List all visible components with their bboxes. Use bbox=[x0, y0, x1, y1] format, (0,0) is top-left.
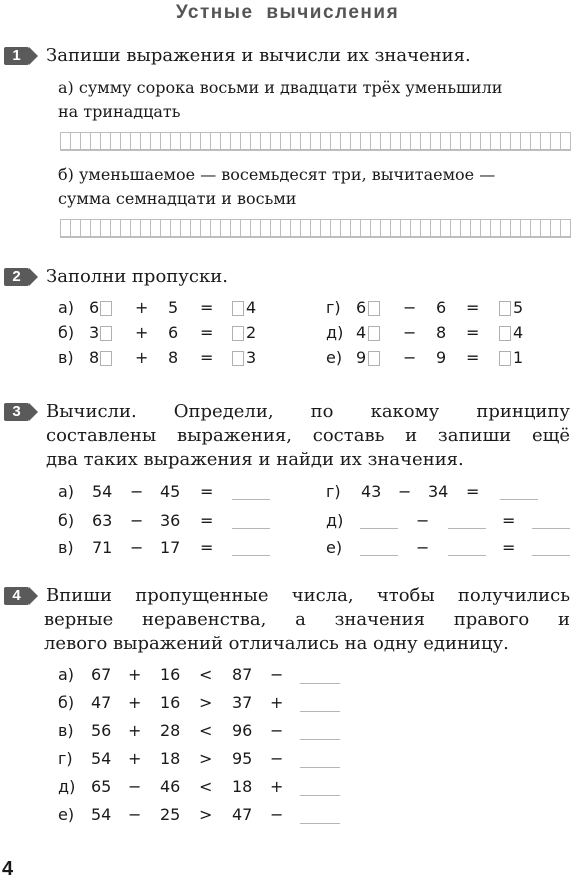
equals: = bbox=[200, 298, 214, 317]
answer-blank[interactable] bbox=[448, 528, 486, 529]
operator: + bbox=[135, 348, 149, 367]
arrow-icon bbox=[29, 403, 38, 421]
operator: − bbox=[270, 749, 284, 768]
relation-sign: < bbox=[199, 721, 213, 740]
task-number: 4 bbox=[4, 587, 29, 605]
answer-blank[interactable] bbox=[300, 795, 340, 796]
number: 45 bbox=[160, 482, 181, 501]
digit: 4 bbox=[356, 323, 367, 342]
operator: − bbox=[270, 665, 284, 684]
row-label: б) bbox=[58, 511, 75, 530]
number: 95 bbox=[232, 749, 253, 768]
task-3-row-g bbox=[0, 480, 575, 504]
number: 36 bbox=[160, 511, 181, 530]
digit: 9 bbox=[356, 348, 367, 367]
number: 18 bbox=[160, 749, 181, 768]
answer-blank[interactable] bbox=[500, 499, 538, 500]
operator: + bbox=[128, 665, 142, 684]
task-2-row-e bbox=[0, 346, 575, 370]
row-label: а) bbox=[58, 482, 75, 501]
digit: 3 bbox=[89, 323, 100, 342]
equals: = bbox=[466, 298, 480, 317]
number: 18 bbox=[232, 777, 253, 796]
page-title: Устные вычисления bbox=[175, 2, 400, 23]
number: 8 bbox=[168, 348, 179, 367]
blank-digit-box[interactable] bbox=[368, 351, 380, 366]
part-label: а) bbox=[58, 78, 74, 97]
answer-blank[interactable] bbox=[300, 823, 340, 824]
equals: = bbox=[200, 323, 214, 342]
task-4-row-d bbox=[0, 775, 575, 799]
number: 5 bbox=[168, 298, 179, 317]
task-2-number-badge bbox=[4, 268, 40, 286]
operator: − bbox=[403, 348, 417, 367]
task-3-row-e bbox=[0, 536, 575, 560]
blank-digit-box[interactable] bbox=[368, 326, 380, 341]
answer-blank[interactable] bbox=[300, 767, 340, 768]
number: 6 bbox=[436, 298, 447, 317]
operator: − bbox=[130, 482, 144, 501]
relation-sign: > bbox=[199, 805, 213, 824]
task-2-row-g bbox=[0, 296, 575, 320]
answer-blank[interactable] bbox=[300, 683, 340, 684]
operator: + bbox=[135, 323, 149, 342]
answer-blank[interactable] bbox=[300, 711, 340, 712]
equals: = bbox=[466, 323, 480, 342]
row-label: г) bbox=[58, 749, 73, 768]
row-label: б) bbox=[58, 323, 75, 342]
operator: − bbox=[130, 538, 144, 557]
number: 16 bbox=[160, 693, 181, 712]
equals: = bbox=[200, 348, 214, 367]
number: 17 bbox=[160, 538, 181, 557]
number: 54 bbox=[92, 482, 113, 501]
task-3-text-line1: Вычисли. Определи, по какому принципу bbox=[46, 401, 570, 422]
operator: + bbox=[128, 693, 142, 712]
task-4-text-line3: левого выражений отличались на одну единицу. bbox=[44, 633, 509, 654]
equals: = bbox=[502, 538, 516, 557]
task-1a-line1 bbox=[58, 76, 568, 100]
operator: − bbox=[416, 511, 430, 530]
answer-grid[interactable] bbox=[60, 132, 571, 151]
number: 43 bbox=[361, 482, 382, 501]
equals: = bbox=[502, 511, 516, 530]
operator: − bbox=[128, 777, 142, 796]
blank-digit-box[interactable] bbox=[368, 301, 380, 316]
operator: − bbox=[128, 805, 142, 824]
task-2-row-d bbox=[0, 321, 575, 345]
number: 54 bbox=[91, 805, 112, 824]
number: 47 bbox=[232, 805, 253, 824]
row-label: е) bbox=[326, 348, 343, 367]
task-4-text-line1: Впиши пропущенные числа, чтобы получились bbox=[46, 585, 570, 606]
operator: + bbox=[128, 749, 142, 768]
row-label: в) bbox=[58, 538, 74, 557]
task-4-text-line2: верные неравенства, а значения правого и bbox=[44, 609, 570, 630]
row-label: д) bbox=[326, 511, 344, 530]
number: 46 bbox=[160, 777, 181, 796]
row-label: е) bbox=[326, 538, 343, 557]
task-1b-line1 bbox=[58, 163, 568, 187]
task-4-row-g bbox=[0, 747, 575, 771]
part-text: уменьшаемое — восемьдесят три, вычитаемое — bbox=[78, 165, 496, 184]
equals: = bbox=[200, 538, 214, 557]
number: 65 bbox=[91, 777, 112, 796]
row-label: е) bbox=[58, 805, 75, 824]
number: 56 bbox=[91, 721, 112, 740]
part-text: сумму сорока восьми и двадцати трёх уменьшили bbox=[78, 78, 503, 97]
operator: − bbox=[403, 323, 417, 342]
operator: + bbox=[270, 777, 284, 796]
relation-sign: > bbox=[199, 693, 213, 712]
equals: = bbox=[200, 511, 214, 530]
number: 96 bbox=[232, 721, 253, 740]
row-label: д) bbox=[58, 777, 76, 796]
row-label: б) bbox=[58, 693, 75, 712]
arrow-icon bbox=[29, 268, 38, 286]
operator: − bbox=[403, 298, 417, 317]
operator: + bbox=[135, 298, 149, 317]
number: 6 bbox=[168, 323, 179, 342]
relation-sign: < bbox=[199, 777, 213, 796]
row-label: в) bbox=[58, 348, 74, 367]
number: 67 bbox=[91, 665, 112, 684]
task-4-row-e bbox=[0, 803, 575, 827]
digit: 4 bbox=[246, 298, 257, 317]
task-3-number-badge bbox=[4, 403, 40, 421]
operator: − bbox=[398, 482, 412, 501]
row-label: г) bbox=[326, 298, 341, 317]
digit: 1 bbox=[513, 348, 524, 367]
task-4-row-v bbox=[0, 719, 575, 743]
task-3-text-line2: составлены выражения, составь и запиши ещё bbox=[46, 425, 570, 446]
task-1a-line2: на тринадцать bbox=[58, 102, 181, 121]
task-2-text: Заполни пропуски. bbox=[46, 266, 228, 287]
task-number: 2 bbox=[4, 268, 29, 286]
number: 16 bbox=[160, 665, 181, 684]
task-1-number-badge bbox=[4, 47, 40, 65]
digit: 4 bbox=[513, 323, 524, 342]
number: 28 bbox=[160, 721, 181, 740]
arrow-icon bbox=[29, 47, 38, 65]
answer-blank[interactable] bbox=[448, 555, 486, 556]
relation-sign: < bbox=[199, 665, 213, 684]
number: 47 bbox=[91, 693, 112, 712]
task-number: 3 bbox=[4, 403, 29, 421]
digit: 5 bbox=[513, 298, 524, 317]
number: 8 bbox=[436, 323, 447, 342]
operator: − bbox=[130, 511, 144, 530]
relation-sign: > bbox=[199, 749, 213, 768]
task-3-text-line3: два таких выражения и найди их значения. bbox=[46, 449, 464, 470]
task-4-row-b bbox=[0, 691, 575, 715]
number: 63 bbox=[92, 511, 113, 530]
row-label: а) bbox=[58, 298, 75, 317]
row-label: в) bbox=[58, 721, 74, 740]
answer-blank[interactable] bbox=[300, 739, 340, 740]
number: 25 bbox=[160, 805, 181, 824]
task-1b-line2: сумма семнадцати и восьми bbox=[58, 189, 297, 208]
operator: + bbox=[270, 693, 284, 712]
answer-blank[interactable] bbox=[532, 555, 570, 556]
operator: − bbox=[416, 538, 430, 557]
task-3-row-d bbox=[0, 509, 575, 533]
answer-blank[interactable] bbox=[532, 528, 570, 529]
blank-digit-box[interactable] bbox=[499, 301, 511, 316]
number: 87 bbox=[232, 665, 253, 684]
digit: 2 bbox=[246, 323, 257, 342]
answer-blank[interactable] bbox=[360, 528, 398, 529]
digit: 8 bbox=[89, 348, 100, 367]
number: 34 bbox=[428, 482, 449, 501]
digit: 6 bbox=[89, 298, 100, 317]
row-label: г) bbox=[326, 482, 341, 501]
task-4-number-badge bbox=[4, 587, 40, 605]
operator: − bbox=[270, 805, 284, 824]
answer-blank[interactable] bbox=[360, 555, 398, 556]
part-label: б) bbox=[58, 165, 74, 184]
digit: 6 bbox=[356, 298, 367, 317]
equals: = bbox=[466, 482, 480, 501]
number: 37 bbox=[232, 693, 253, 712]
task-4-row-a bbox=[0, 663, 575, 687]
row-label: д) bbox=[326, 323, 344, 342]
blank-digit-box[interactable] bbox=[499, 326, 511, 341]
operator: + bbox=[128, 721, 142, 740]
number: 71 bbox=[92, 538, 113, 557]
task-1-text: Запиши выражения и вычисли их значения. bbox=[46, 45, 471, 66]
row-label: а) bbox=[58, 665, 75, 684]
blank-digit-box[interactable] bbox=[499, 351, 511, 366]
operator: − bbox=[270, 721, 284, 740]
task-number: 1 bbox=[4, 47, 29, 65]
arrow-icon bbox=[29, 587, 38, 605]
digit: 3 bbox=[246, 348, 257, 367]
number: 9 bbox=[436, 348, 447, 367]
answer-grid[interactable] bbox=[60, 219, 571, 238]
equals: = bbox=[466, 348, 480, 367]
page-number: 4 bbox=[2, 858, 14, 880]
number: 54 bbox=[91, 749, 112, 768]
equals: = bbox=[200, 482, 214, 501]
